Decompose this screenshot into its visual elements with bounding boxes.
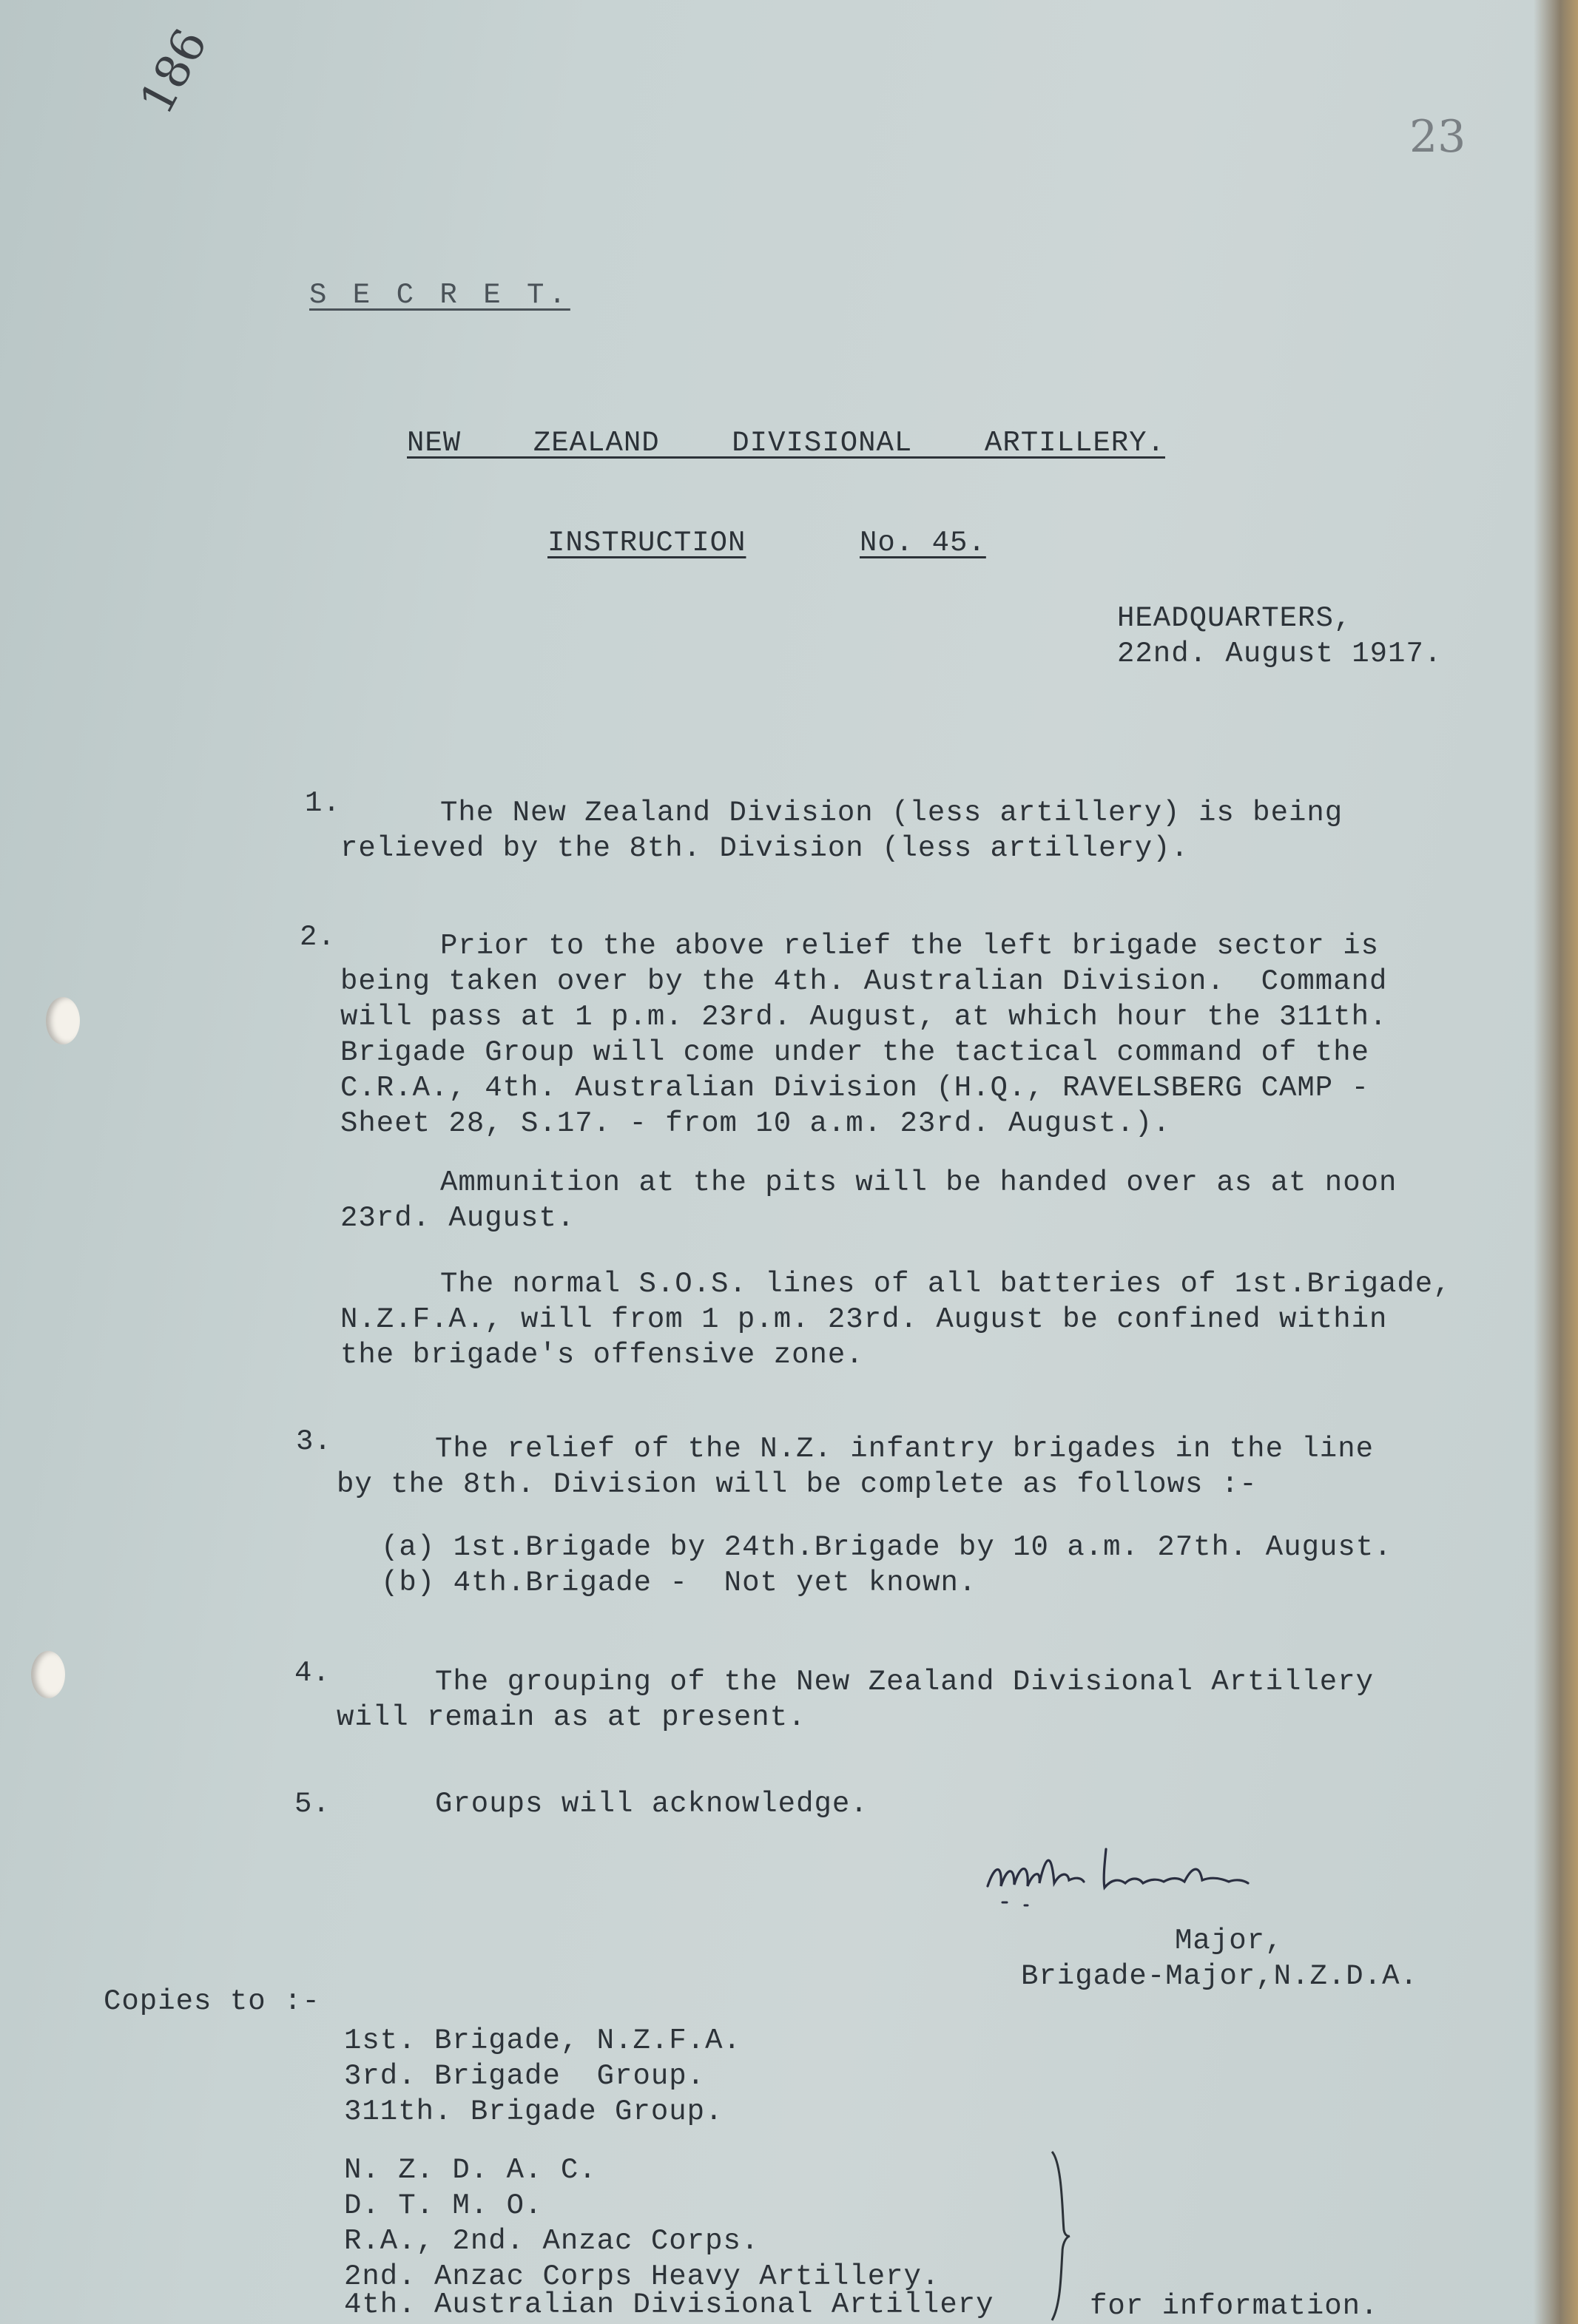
- document-heading: NEW ZEALAND DIVISIONAL ARTILLERY.: [407, 427, 1165, 459]
- handwritten-signature: [980, 1834, 1328, 1916]
- info-recipient: N. Z. D. A. C.: [344, 2154, 597, 2186]
- paragraph-2-number: 2.: [300, 921, 336, 953]
- paragraph-3b: (b) 4th.Brigade - Not yet known.: [381, 1567, 977, 1599]
- paragraph-1-number: 1.: [305, 787, 341, 820]
- paragraph-4-number: 4.: [294, 1657, 331, 1689]
- paragraph-2-line-6: Sheet 28, S.17. - from 10 a.m. 23rd. August.).: [340, 1107, 1171, 1140]
- info-recipient: 4th. Australian Divisional Artillery: [344, 2288, 994, 2321]
- paragraph-3-number: 3.: [296, 1425, 332, 1458]
- instruction-label: INSTRUCTION: [547, 527, 746, 559]
- page-edge-shadow: [1534, 0, 1578, 2324]
- paragraph-2-line-4: Brigade Group will come under the tactical command of the: [340, 1036, 1370, 1069]
- paragraph-5-line: Groups will acknowledge.: [435, 1788, 869, 1820]
- copies-recipient: 311th. Brigade Group.: [344, 2095, 724, 2128]
- ammunition-line-2: 23rd. August.: [340, 1202, 576, 1234]
- paragraph-3-line-1: The relief of the N.Z. infantry brigades in the line: [435, 1433, 1374, 1465]
- info-recipient: 2nd. Anzac Corps Heavy Artillery.: [344, 2260, 940, 2293]
- paragraph-5-number: 5.: [294, 1788, 331, 1820]
- information-brace: [1049, 2149, 1071, 2323]
- paragraph-4-line-2: will remain as at present.: [337, 1701, 806, 1734]
- punch-hole-top: [46, 997, 80, 1044]
- paragraph-3a: (a) 1st.Brigade by 24th.Brigade by 10 a.m. 27th. August.: [381, 1531, 1392, 1564]
- paragraph-1-line-1: The New Zealand Division (less artillery) is being: [440, 797, 1343, 829]
- folio-number: 186: [129, 20, 218, 123]
- info-recipient: R.A., 2nd. Anzac Corps.: [344, 2225, 760, 2257]
- sos-line-1: The normal S.O.S. lines of all batteries of 1st.Brigade,: [440, 1268, 1451, 1300]
- signatory-title: Brigade-Major,N.Z.D.A.: [1021, 1960, 1418, 1993]
- paragraph-1-line-2: relieved by the 8th. Division (less artillery).: [340, 832, 1189, 865]
- copies-recipient: 1st. Brigade, N.Z.F.A.: [344, 2024, 741, 2057]
- sos-line-3: the brigade's offensive zone.: [340, 1339, 864, 1371]
- punch-hole-bottom: [31, 1651, 65, 1698]
- headquarters-label: HEADQUARTERS,: [1117, 602, 1352, 635]
- paragraph-3-line-2: by the 8th. Division will be complete as follows :-: [337, 1468, 1258, 1501]
- page-number: 23: [1409, 111, 1466, 163]
- copies-recipient: 3rd. Brigade Group.: [344, 2060, 706, 2092]
- copies-label: Copies to :-: [104, 1985, 320, 2018]
- document-date: 22nd. August 1917.: [1117, 638, 1443, 670]
- signatory-rank: Major,: [1175, 1925, 1284, 1957]
- paragraph-2-line-2: being taken over by the 4th. Australian Division. Command: [340, 965, 1388, 998]
- for-information-note: for information.: [1090, 2290, 1379, 2323]
- classification-mark: S E C R E T.: [309, 279, 570, 311]
- sos-line-2: N.Z.F.A., will from 1 p.m. 23rd. August be confined within: [340, 1303, 1388, 1336]
- ammunition-line-1: Ammunition at the pits will be handed over as at noon: [440, 1166, 1397, 1199]
- instruction-number: No. 45.: [860, 527, 986, 559]
- paragraph-4-line-1: The grouping of the New Zealand Divisional Artillery: [435, 1666, 1374, 1698]
- paragraph-2-line-5: C.R.A., 4th. Australian Division (H.Q., RAVELSBERG CAMP -: [340, 1072, 1370, 1104]
- info-recipient: D. T. M. O.: [344, 2189, 543, 2222]
- paragraph-2-line-1: Prior to the above relief the left brigade sector is: [440, 930, 1379, 962]
- paragraph-2-line-3: will pass at 1 p.m. 23rd. August, at which hour the 311th.: [340, 1001, 1388, 1033]
